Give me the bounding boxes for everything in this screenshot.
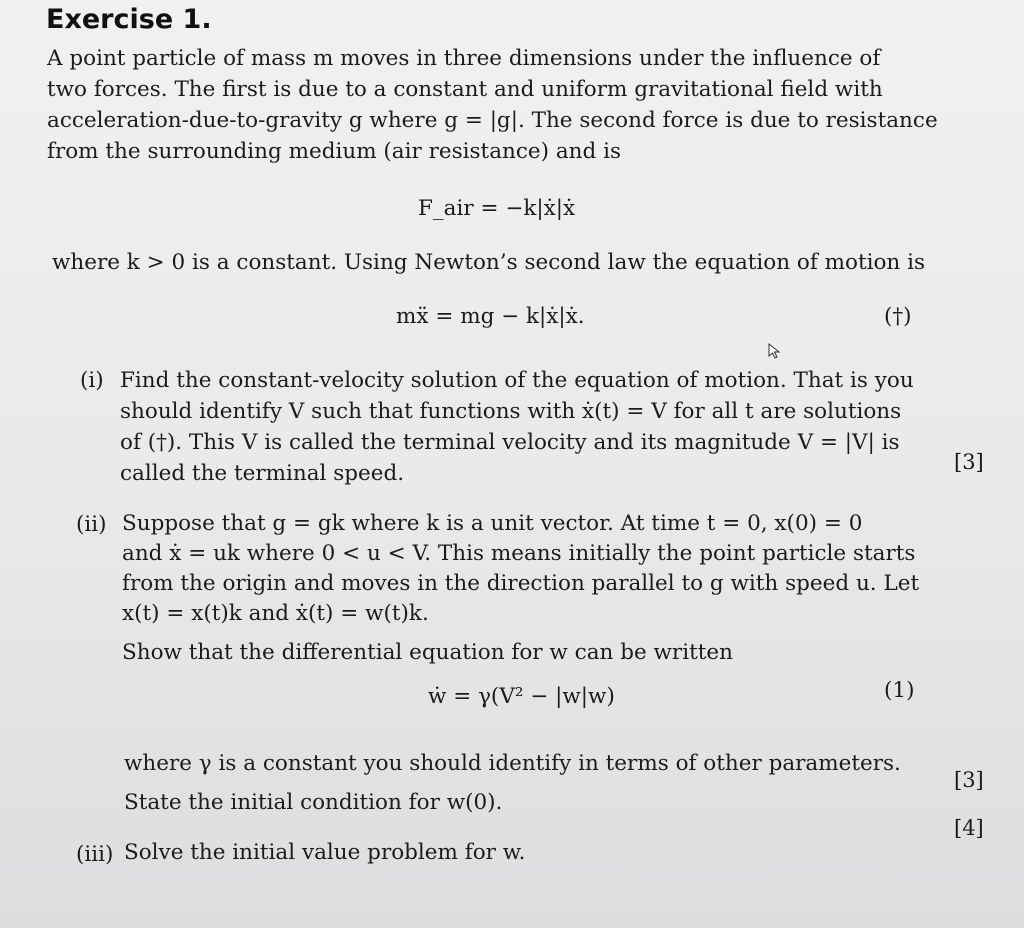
intro-line-3: acceleration-due-to-gravity g where g = |g|. The second force is due to resistance [47,108,938,133]
part-ii-line-7: State the initial condition for w(0). [124,790,503,815]
part-ii-line-2: and ẋ = uk where 0 < u < V. This means initially the point particle starts [122,541,916,566]
part-iii-label: (iii) [76,842,114,867]
part-ii-line-6: where γ is a constant you should identify in terms of other parameters. [124,751,901,776]
part-i-line-1: Find the constant-velocity solution of the equation of motion. That is you [120,368,914,393]
equation-tag-dagger: (†) [884,304,912,329]
part-ii-line-4: x(t) = x(t)k and ẋ(t) = w(t)k. [122,601,429,626]
equation-air-resistance: F_air = −k|ẋ|ẋ [418,196,576,221]
intro-line-4: from the surrounding medium (air resistance) and is [47,139,622,164]
part-iii-line-1: Solve the initial value problem for w. [124,840,526,865]
part-i-marks: [3] [954,450,984,474]
intro-line-2: two forces. The first is due to a constant and uniform gravitational field with [47,77,883,102]
mouse-pointer-icon [766,342,784,360]
part-i-line-4: called the terminal speed. [120,461,405,486]
part-i-line-3: of (†). This V is called the terminal velocity and its magnitude V = |V| is [120,430,900,455]
part-ii-label: (ii) [76,512,107,537]
part-ii-line-1: Suppose that g = gk where k is a unit vector. At time t = 0, x(0) = 0 [122,511,863,536]
part-i-line-2: should identify V such that functions with ẋ(t) = V for all t are solutions [120,399,902,424]
equation-of-motion: mẍ = mg − k|ẋ|ẋ. [396,304,585,329]
part-i-label: (i) [80,368,104,393]
part-ii-line-5: Show that the differential equation for w can be written [122,640,733,665]
equation-tag-1: (1) [884,678,915,703]
part-ii-marks: [3] [954,768,984,792]
intro-line-1: A point particle of mass m moves in three dimensions under the influence of [47,46,881,71]
equation-w-ode: ẇ = γ(V² − |w|w) [428,684,615,709]
newton-line: where k > 0 is a constant. Using Newton’s second law the equation of motion is [52,250,926,275]
part-iii-marks: [4] [954,816,984,840]
part-ii-line-3: from the origin and moves in the direction parallel to g with speed u. Let [122,571,920,596]
exercise-title: Exercise 1. [46,4,212,35]
